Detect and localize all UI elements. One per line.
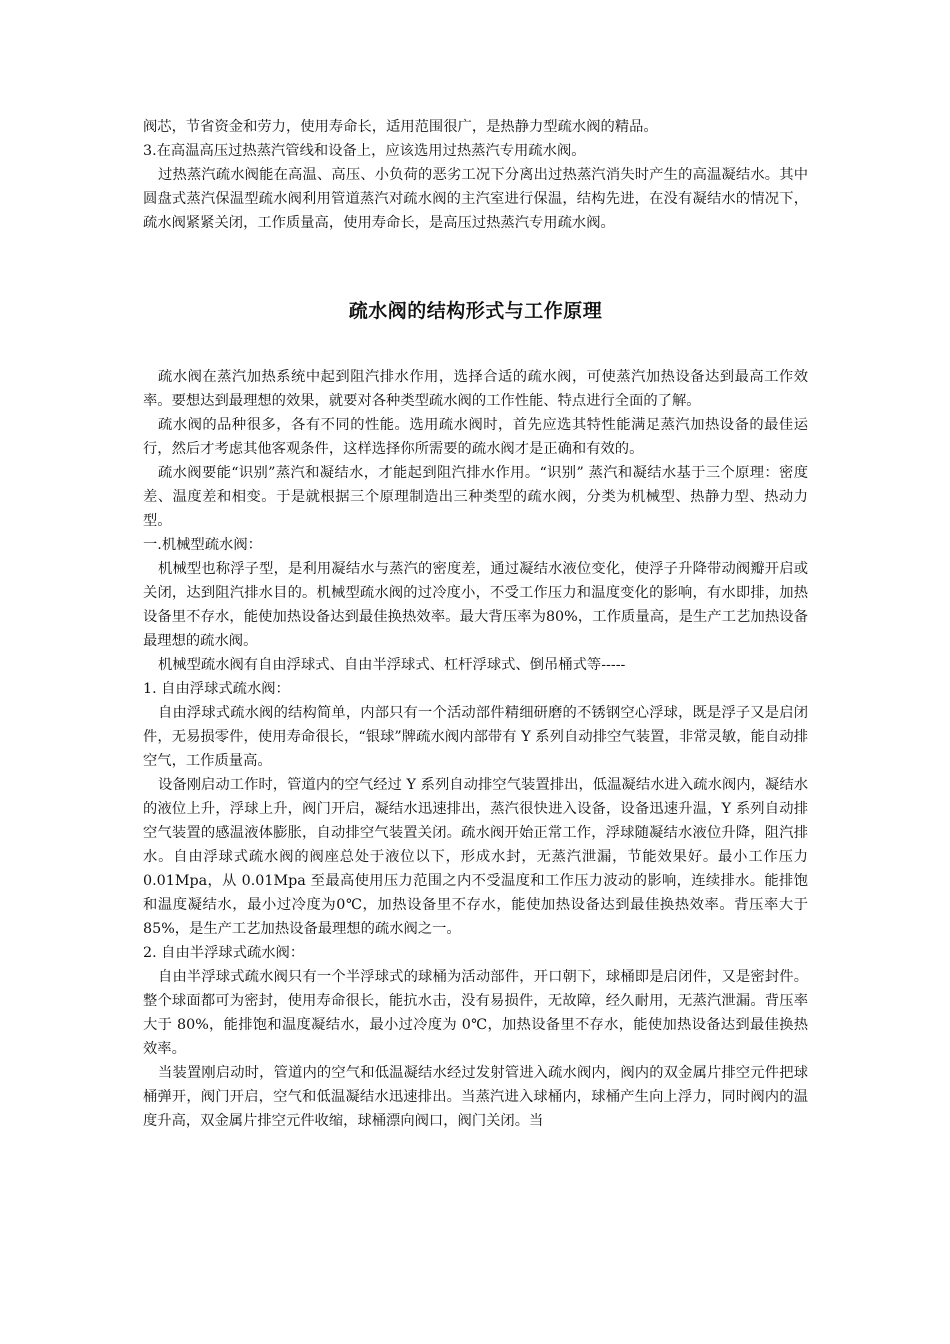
- paragraph: 设备刚启动工作时，管道内的空气经过 Y 系列自动排空气装置排出，低温凝结水进入疏水阀内，凝结水的液位上升，浮球上升，阀门开启，凝结水迅速排出，蒸汽很快进入设备，设备迅速升温，Y 系列自动排空气装置的感温液体膨胀，自动排空气装置关闭。疏水阀开始正常工作，浮球随凝结水液位升降，阻汽排水。自由浮球式疏水阀的阀座总处于液位以下，形成水封，无蒸汽泄漏，节能效果好。最小工作压力 0.01Mpa，从 0.01Mpa 至最高使用压力范围之内不受温度和工作压力波动的影响，连续排水。能排饱和温度凝结水，最小过冷度为0℃，加热设备里不存水，能使加热设备达到最佳换热效率。背压率大于 85%，是生产工艺加热设备最理想的疏水阀之一。: [143, 777, 808, 937]
- body-text-block: [143, 365, 808, 1133]
- paragraph: 疏水阀要能“识别”蒸汽和凝结水，才能起到阻汽排水作用。“识别” 蒸汽和凝结水基于三个原理：密度差、温度差和相变。于是就根据三个原理制造出三种类型的疏水阀，分类为机械型、热静力型、热动力型。: [143, 465, 808, 529]
- subsection-heading: 一.机械型疏水阀：: [143, 537, 262, 553]
- paragraph: 机械型疏水阀有自由浮球式、自由半浮球式、杠杆浮球式、倒吊桶式等-----: [158, 657, 626, 673]
- paragraph: 自由浮球式疏水阀的结构简单，内部只有一个活动部件精细研磨的不锈钢空心浮球，既是浮子又是启闭件，无易损零件，使用寿命很长，“银球”牌疏水阀内部带有 Y 系列自动排空气装置，非常灵敏，能自动排空气，工作质量高。: [143, 705, 808, 769]
- intro-text-block: [143, 115, 808, 235]
- paragraph: 机械型也称浮子型，是利用凝结水与蒸汽的密度差，通过凝结水液位变化，使浮子升降带动阀瓣开启或关闭，达到阻汽排水目的。机械型疏水阀的过冷度小，不受工作压力和温度变化的影响，有水即排，加热设备里不存水，能使加热设备达到最佳换热效率。最大背压率为80%，工作质量高，是生产工艺加热设备最理想的疏水阀。: [143, 561, 808, 649]
- paragraph: 阀芯，节省资金和劳力，使用寿命长，适用范围很广，是热静力型疏水阀的精品。: [143, 119, 658, 135]
- list-heading: 3.在高温高压过热蒸汽管线和设备上，应该选用过热蒸汽专用疏水阀。: [143, 143, 586, 159]
- section-title: 疏水阀的结构形式与工作原理: [348, 300, 603, 322]
- paragraph: 疏水阀在蒸汽加热系统中起到阻汽排水作用，选择合适的疏水阀，可使蒸汽加热设备达到最高工作效率。要想达到最理想的效果，就要对各种类型疏水阀的工作性能、特点进行全面的了解。: [143, 369, 808, 409]
- paragraph: 过热蒸汽疏水阀能在高温、高压、小负荷的恶劣工况下分离出过热蒸汽消失时产生的高温凝结水。其中圆盘式蒸汽保温型疏水阀利用管道蒸汽对疏水阀的主汽室进行保温，结构先进，在没有凝结水的情况下，疏水阀紧紧关闭，工作质量高，使用寿命长，是高压过热蒸汽专用疏水阀。: [143, 167, 808, 231]
- subsection-heading: 2. 自由半浮球式疏水阀：: [143, 945, 305, 961]
- subsection-heading: 1. 自由浮球式疏水阀：: [143, 681, 290, 697]
- paragraph: 当装置刚启动时，管道内的空气和低温凝结水经过发射管进入疏水阀内，阀内的双金属片排空元件把球桶弹开，阀门开启，空气和低温凝结水迅速排出。当蒸汽进入球桶内，球桶产生向上浮力，同时阀内的温度升高，双金属片排空元件收缩，球桶漂向阀口，阀门关闭。当: [143, 1065, 808, 1129]
- paragraph: 疏水阀的品种很多，各有不同的性能。选用疏水阀时，首先应选其特性能满足蒸汽加热设备的最佳运行，然后才考虑其他客观条件，这样选择你所需要的疏水阀才是正确和有效的。: [143, 417, 808, 457]
- paragraph: 自由半浮球式疏水阀只有一个半浮球式的球桶为活动部件，开口朝下，球桶即是启闭件，又是密封件。整个球面都可为密封，使用寿命很长，能抗水击，没有易损件，无故障，经久耐用，无蒸汽泄漏。背压率大于 80%，能排饱和温度凝结水，最小过冷度为 0℃，加热设备里不存水，能使加热设备达到最佳换热效率。: [143, 969, 808, 1057]
